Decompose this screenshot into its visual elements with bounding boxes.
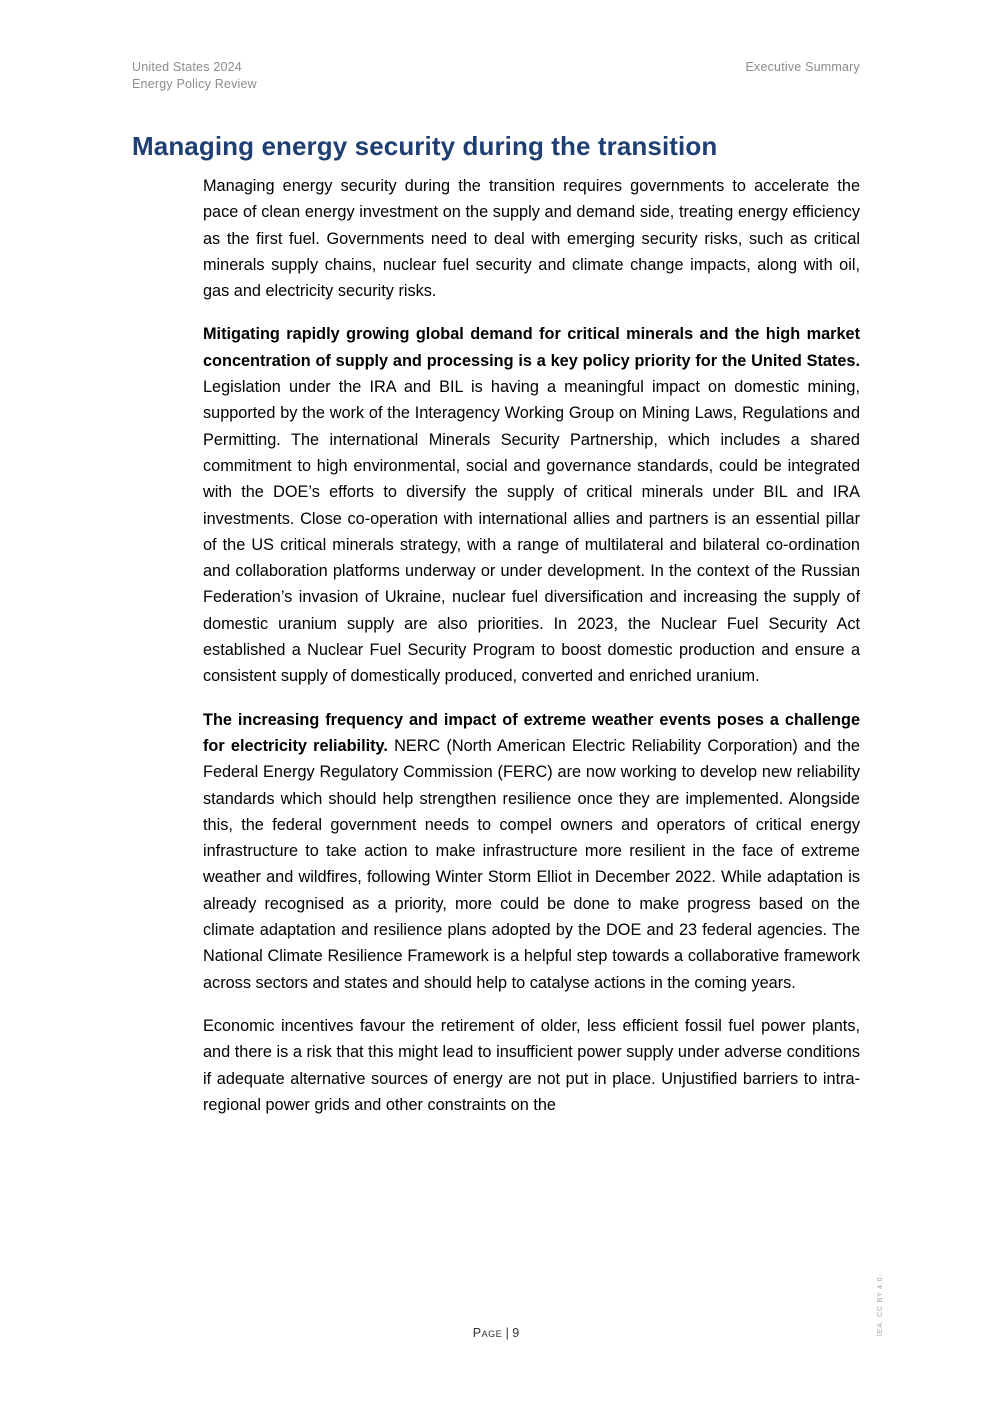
paragraph-3-lead: The increasing frequency and impact of extreme weather events poses a challenge for electricity reliability. <box>203 710 860 755</box>
paragraph-3-text: NERC (North American Electric Reliability Corporation) and the Federal Energy Regulatory Commission (FERC) are now working to develop new reliability standards which should help strengthen resilience once they are implemented. Alongside this, the federal government needs to compel owners and operators of critical energy infrastructure to take action to make infrastructure more resilient in the face of extreme weather and wildfires, following Winter Storm Elliot in December 2022. While adaptation is already recognised as a priority, more could be done to make progress based on the climate adaptation and resilience plans adopted by the DOE and 23 federal agencies. The National Climate Resilience Framework is a helpful step towards a collaborative framework across sectors and states and should help to catalyse actions in the coming years. <box>203 736 860 992</box>
page-label: Page <box>472 1326 503 1340</box>
paragraph-2 <box>203 321 860 689</box>
page-number: 9 <box>512 1326 520 1340</box>
running-header-right <box>745 59 860 76</box>
report-title: United States 2024 <box>132 60 242 74</box>
paragraph-2-text: Legislation under the IRA and BIL is having a meaningful impact on domestic mining, supported by the work of the Interagency Working Group on Mining Laws, Regulations and Permitting. The international Minerals Security Partnership, which includes a shared commitment to high environmental, social and governance standards, could be integrated with the DOE’s efforts to diversify the supply of critical minerals under BIL and IRA investments. Close co-operation with international allies and partners is an essential pillar of the US critical minerals strategy, with a range of multilateral and bilateral co-ordination and collaboration platforms underway or under development. In the context of the Russian Federation’s invasion of Ukraine, nuclear fuel diversification and increasing the supply of domestic uranium supply are also priorities. In 2023, the Nuclear Fuel Security Act established a Nuclear Fuel Security Program to boost domestic production and ensure a consistent supply of domestically produced, converted and enriched uranium. <box>203 378 860 686</box>
section-heading: Managing energy security during the transition <box>132 131 718 161</box>
paragraph-4: Economic incentives favour the retirement of older, less efficient fossil fuel power plants, and there is a risk that this might lead to insufficient power supply under adverse conditions if adequate alternative sources of energy are not put in place. Unjustified barriers to intra-regional power grids and other constraints on the <box>203 1016 860 1114</box>
paragraph-3 <box>203 707 860 996</box>
section-name: Executive Summary <box>745 60 860 74</box>
paragraph-2-lead: Mitigating rapidly growing global demand for critical minerals and the high market concentration of supply and processing is a key policy priority for the United States. <box>203 325 860 370</box>
license-notice: IEA. CC BY 4.0. <box>877 1273 884 1336</box>
paragraph-1: Managing energy security during the transition requires governments to accelerate the pace of clean energy investment on the supply and demand side, treating energy efficiency as the first fuel. Governments need to deal with emerging security risks, such as critical minerals supply chains, nuclear fuel security and climate change impacts, along with oil, gas and electricity security risks. <box>203 177 860 301</box>
report-subtitle: Energy Policy Review <box>132 77 257 91</box>
running-header-left <box>132 59 257 93</box>
body-text <box>203 173 860 1135</box>
page-separator: | <box>502 1326 513 1340</box>
page-footer <box>0 1326 992 1340</box>
